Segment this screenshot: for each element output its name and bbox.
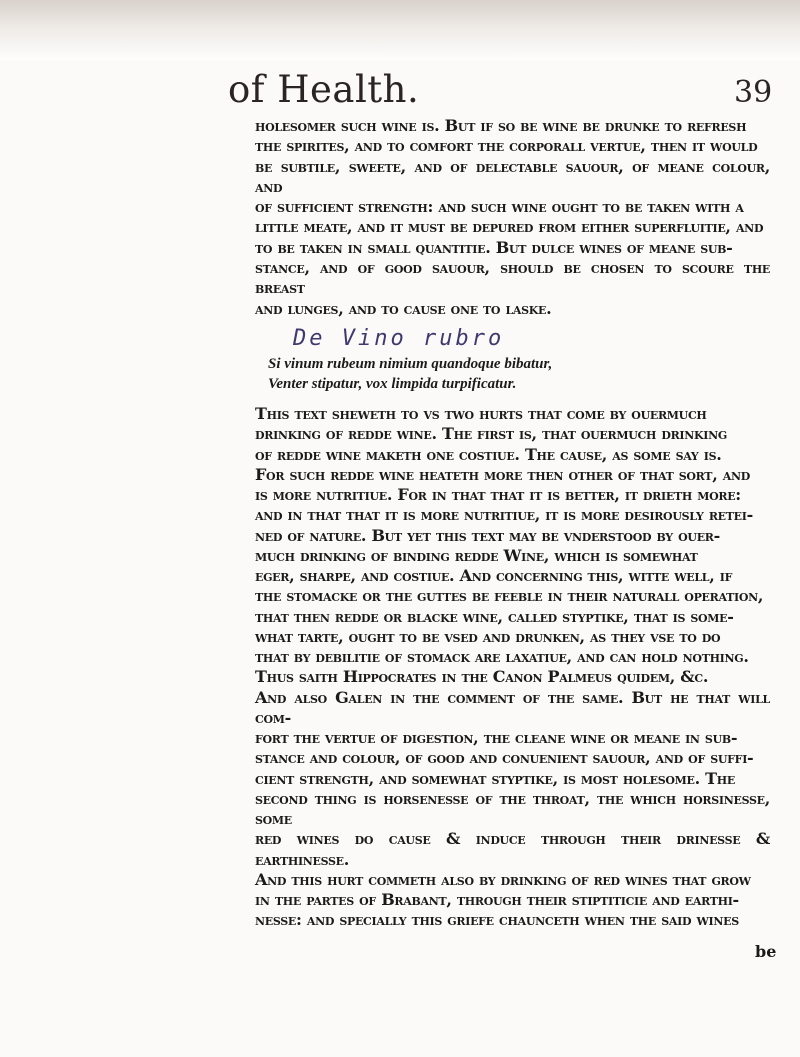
page-top-shadow [0, 0, 800, 60]
paragraph-1: holesomer such wine is. But if so be wine be drunke to refresh the spirites, and to comfort the corporall vertue, then it would be subtile, sweete, and of delectable sauour, of meane colour, and of sufficient strength: and such wine ought to be taken with a little meate, and it must be depured from either superfluitie, and to be taken in small quantitie. But dulce wines of meane sub- stance, and of good sauour, should be chosen to scoure the breast and lunges, and to cause one to laske. [255, 116, 770, 318]
running-title: of Health. [228, 68, 420, 111]
page-number: 39 [734, 75, 773, 110]
latin-verse: Si vinum rubeum nimium quandoque bibatur, Venter stipatur, vox limpida turpificatur. [268, 356, 553, 392]
handwritten-annotation: De Vino rubro [293, 326, 505, 351]
paragraph-2: This text sheweth to vs two hurts that come by ouermuch drinking of redde wine. The first is, that ouermuch drinking of redde wine maketh one costiue. The cause, as some say is. For such redde wine heateth more then other of that sort, and is more nutritiue. For in that that it is better, it drieth more: and in that that it is more nutritiue, it is more desirously retei- ned of nature. But yet this text may be vnderstood by ouer- much drinking of binding redde Wine, which is somewhat eger, sharpe, and costiue. And concerning this, witte well, if the stomacke or the guttes be feeble in their naturall operation, that then redde or blacke wine, called styptike, that is some- what tarte, ought to be vsed and drunken, as they vse to do that by debilitie of stomack are laxatiue, and can hold nothing. Thus saith Hippocrates in the Canon Palmeus quidem, &c. And also Galen in the comment of the same. But he that will com- fort the vertue of digestion, the cleane wine or meane in sub- stance and colour, of good and conuenient sauour, and of suffi- cient strength, and somewhat styptike, is most holesome. The second thing is horsenesse of the throat, the which horsinesse, some red wines do cause & induce through their drinesse & earthinesse. And this hurt commeth also by drinking of red wines that grow in the partes of Brabant, through their stiptiticie and earthi- nesse: and specially this griefe chaunceth when the said wines [255, 404, 770, 930]
catchword: be [755, 942, 777, 961]
